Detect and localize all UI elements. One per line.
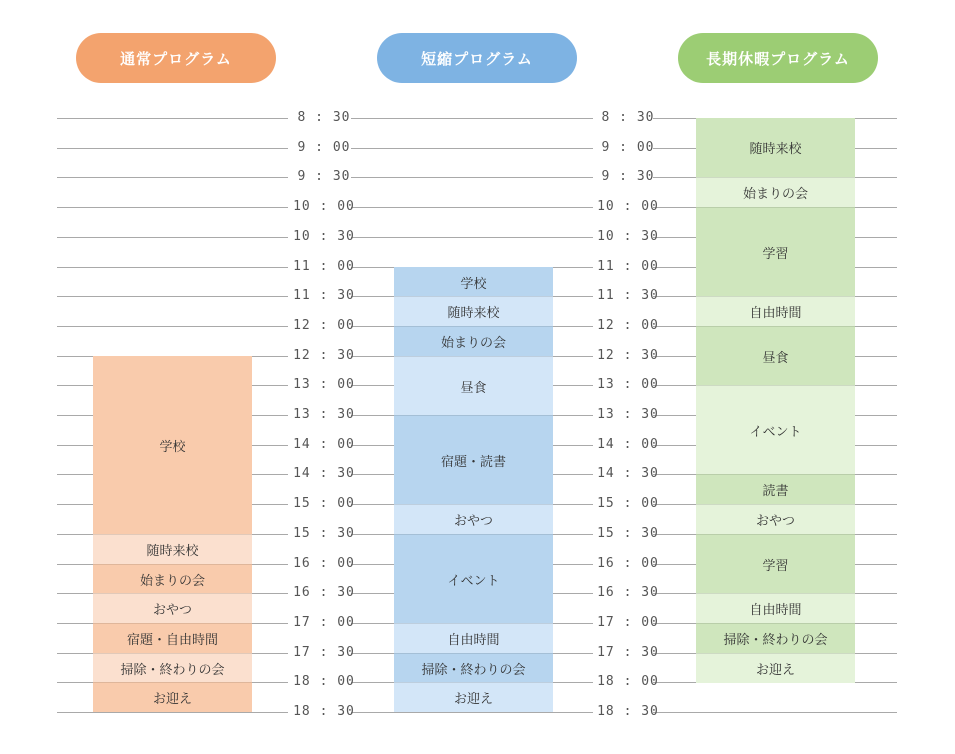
grid-line [57,148,288,149]
schedule-block: 掃除・終わりの会 [696,623,855,653]
time-label: 10 : 00 [597,199,659,214]
schedule-block: 自由時間 [696,296,855,326]
grid-line [57,207,288,208]
grid-line [351,712,593,713]
grid-line [653,712,897,713]
time-label: 12 : 30 [293,348,355,363]
grid-line [57,118,288,119]
schedule-block: 随時来校 [394,296,553,326]
time-label: 12 : 30 [597,348,659,363]
time-label: 13 : 00 [293,377,355,392]
schedule-block: 学校 [394,267,553,297]
grid-line [351,118,593,119]
schedule-block: 自由時間 [394,623,553,653]
schedule-block: 始まりの会 [696,177,855,207]
time-label: 11 : 00 [293,259,355,274]
schedule-block: 読書 [696,474,855,504]
time-label: 14 : 00 [293,437,355,452]
time-label: 18 : 00 [597,674,659,689]
time-label: 10 : 30 [293,229,355,244]
time-label: 13 : 00 [597,377,659,392]
time-label: 16 : 00 [293,556,355,571]
time-label: 12 : 00 [293,318,355,333]
time-label: 9 : 00 [601,140,655,155]
schedule-block: 自由時間 [696,593,855,623]
time-label: 13 : 30 [597,407,659,422]
time-label: 8 : 30 [601,110,655,125]
grid-line [57,237,288,238]
time-label: 9 : 00 [297,140,351,155]
program-title-pill: 短縮プログラム [377,33,577,83]
schedule-block: 昼食 [394,356,553,415]
time-label: 17 : 00 [597,615,659,630]
schedule-block: 掃除・終わりの会 [394,653,553,683]
time-label: 11 : 30 [293,288,355,303]
grid-line [57,267,288,268]
time-label: 12 : 00 [597,318,659,333]
time-label: 16 : 30 [597,585,659,600]
time-label: 15 : 00 [597,496,659,511]
time-label: 14 : 30 [597,466,659,481]
schedule-block: 宿題・読書 [394,415,553,504]
grid-line [57,326,288,327]
schedule-block: お迎え [93,682,252,712]
schedule-block: お迎え [394,682,553,712]
schedule-block: おやつ [93,593,252,623]
schedule-block: 始まりの会 [93,564,252,594]
grid-line [57,177,288,178]
schedule-block: イベント [394,534,553,623]
time-label: 11 : 30 [597,288,659,303]
time-label: 10 : 00 [293,199,355,214]
time-label: 18 : 00 [293,674,355,689]
grid-line [351,237,593,238]
time-label: 18 : 30 [293,704,355,719]
time-label: 14 : 00 [597,437,659,452]
time-label: 15 : 00 [293,496,355,511]
time-label: 16 : 30 [293,585,355,600]
time-label: 9 : 30 [297,169,351,184]
time-label: 11 : 00 [597,259,659,274]
time-label: 10 : 30 [597,229,659,244]
time-label: 8 : 30 [297,110,351,125]
time-label: 17 : 30 [293,645,355,660]
schedule-block: 始まりの会 [394,326,553,356]
grid-line [351,148,593,149]
time-label: 13 : 30 [293,407,355,422]
grid-line [57,712,288,713]
time-label: 15 : 30 [293,526,355,541]
schedule-block: 学校 [93,356,252,534]
time-label: 18 : 30 [597,704,659,719]
time-label: 9 : 30 [601,169,655,184]
schedule-block: 学習 [696,534,855,593]
schedule-block: おやつ [696,504,855,534]
time-label: 14 : 30 [293,466,355,481]
time-label: 17 : 30 [597,645,659,660]
grid-line [57,296,288,297]
schedule-block: 学習 [696,207,855,296]
schedule-block: 随時来校 [93,534,252,564]
time-label: 16 : 00 [597,556,659,571]
schedule-block: お迎え [696,653,855,683]
program-title-pill: 長期休暇プログラム [678,33,878,83]
schedule-block: 随時来校 [696,118,855,177]
grid-line [351,207,593,208]
program-title-pill: 通常プログラム [76,33,276,83]
schedule-block: 掃除・終わりの会 [93,653,252,683]
schedule-block: おやつ [394,504,553,534]
schedule-block: イベント [696,385,855,474]
schedule-block: 昼食 [696,326,855,385]
time-label: 17 : 00 [293,615,355,630]
time-label: 15 : 30 [597,526,659,541]
schedule-block: 宿題・自由時間 [93,623,252,653]
grid-line [351,177,593,178]
